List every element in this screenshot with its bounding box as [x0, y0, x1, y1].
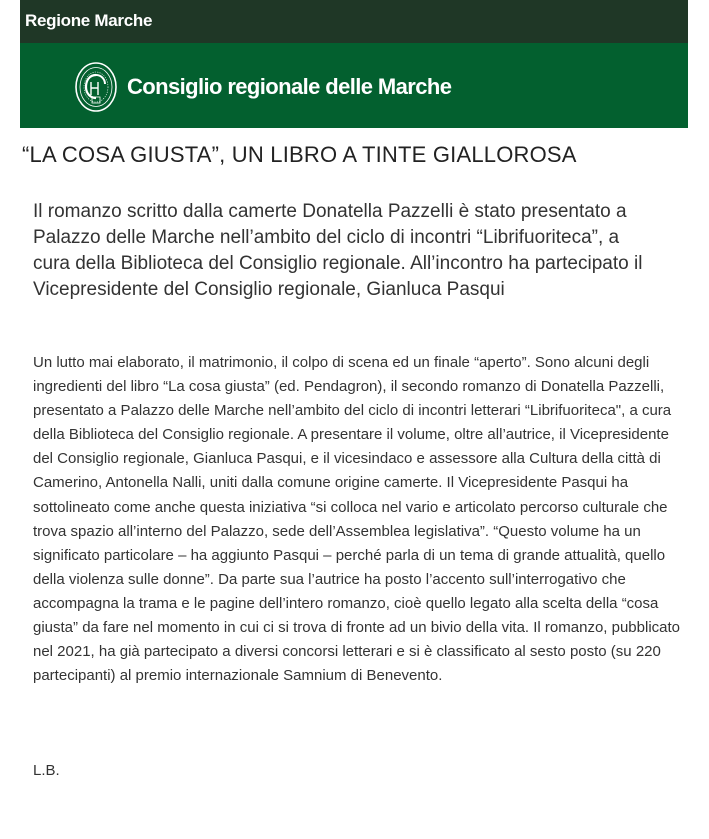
article-subtitle: Il romanzo scritto dalla camerte Donatella Pazzelli è stato presentato a Palazzo delle Marche nell’ambito del ciclo di incontri “Librifuoriteca”, a cura della Biblioteca del Consiglio regionale. All’incontro ha partecipato il Vicepresidente del Consiglio regionale, Gianluca Pasqui [33, 201, 643, 300]
council-seal-icon[interactable] [74, 61, 118, 113]
article-body: Un lutto mai elaborato, il matrimonio, il colpo di scena ed un finale “aperto”. Sono alcuni degli ingredienti del libro “La cosa giusta” (ed. Pendagron), il secondo romanzo di Donatella Pazzelli, presentato a Palazzo delle Marche nell’ambito del ciclo di incontri letterari “Librifuoriteca", a cura della Biblioteca del Consiglio regionale. A presentare il volume, oltre all’autrice, il Vicepresidente del Consiglio regionale, Gianluca Pasqui, e il vicesindaco e assessore alla Cultura della città di Camerino, Antonella Nalli, uniti dalla comune origine camerte. Il Vicepresidente Pasqui ha sottolineato come anche questa iniziativa “si colloca nel vario e articolato percorso culturale che trova spazio all’interno del Palazzo, sede dell’Assemblea legislativa”. “Questo volume ha un significato particolare – ha aggiunto Pasqui – perché parla di un tema di grande attualità, quello della violenza sulle donne”. Da parte sua l’autrice ha posto l’accento sull’interrogativo che accompagna la trama e le pagine dell’intero romanzo, cioè quello legato alla scelta della “cosa giusta” da fare nel momento in cui ci si trova di fronte ad un bivio della vita. Il romanzo, pubblicato nel 2021, ha già partecipato a diversi concorsi letterari e si è classificato al sesto posto (su 220 partecipanti) al premio internazionale Samnium di Benevento. [33, 354, 681, 685]
council-name[interactable]: Consiglio regionale delle Marche [127, 74, 452, 99]
region-label[interactable]: Regione Marche [25, 11, 153, 30]
article-title: “LA COSA GIUSTA”, UN LIBRO A TINTE GIALLOROSA [22, 142, 577, 167]
article-signature: L.B. [33, 762, 60, 779]
region-top-bar [20, 0, 688, 43]
council-banner [20, 43, 688, 128]
